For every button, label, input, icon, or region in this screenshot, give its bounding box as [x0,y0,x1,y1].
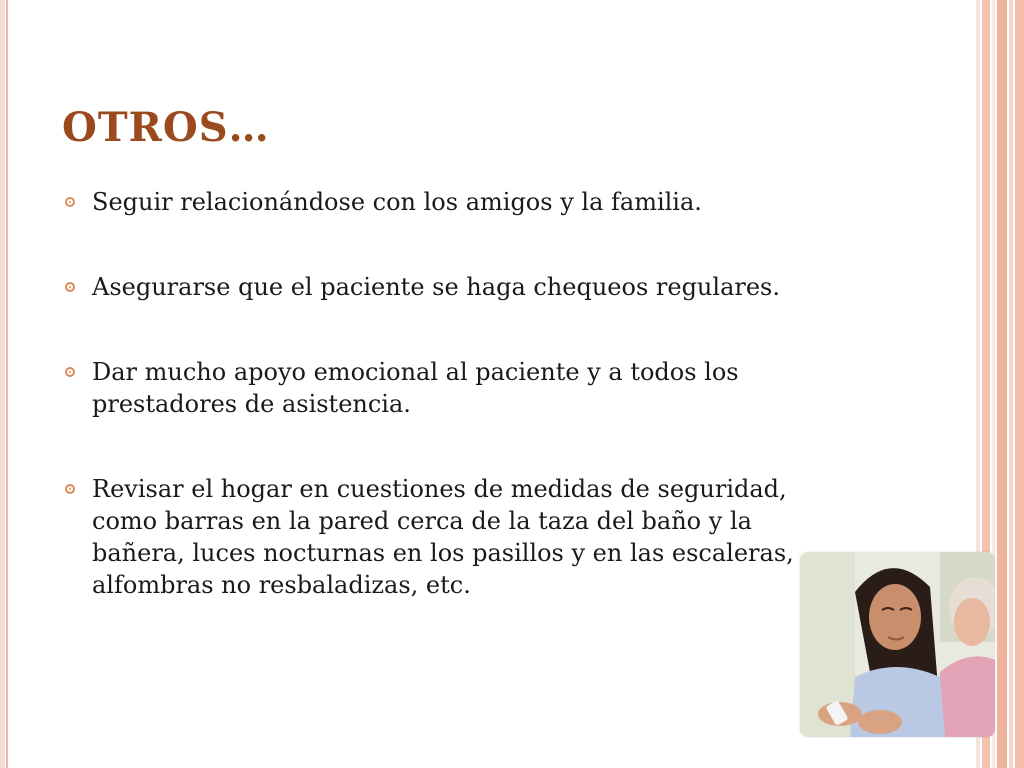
bullet-icon [65,367,75,377]
bullet-item [62,271,852,303]
bullet-text: Revisar el hogar en cuestiones de medidas de seguridad, como barras en la pared cerca de la taza del baño y la bañera, luces nocturnas en los pasillos y en las escaleras, alfombras no resbaladizas, etc. [92,475,794,599]
bullet-icon [65,282,75,292]
bullet-text: Dar mucho apoyo emocional al paciente y a todos los prestadores de asistencia. [92,358,739,418]
slide-title: OTROS… [62,104,270,151]
bullet-text: Seguir relacionándose con los amigos y la familia. [92,188,702,216]
bullet-item [62,356,852,420]
bullet-icon [65,197,75,207]
caregiver-illustration-icon [800,552,995,737]
bullet-list [62,186,852,654]
left-decorative-stripe [0,0,10,768]
bullet-item [62,186,852,218]
bullet-text: Asegurarse que el paciente se haga chequeos regulares. [92,273,780,301]
bullet-item [62,473,852,601]
bullet-icon [65,484,75,494]
caregiver-photo [800,552,995,737]
